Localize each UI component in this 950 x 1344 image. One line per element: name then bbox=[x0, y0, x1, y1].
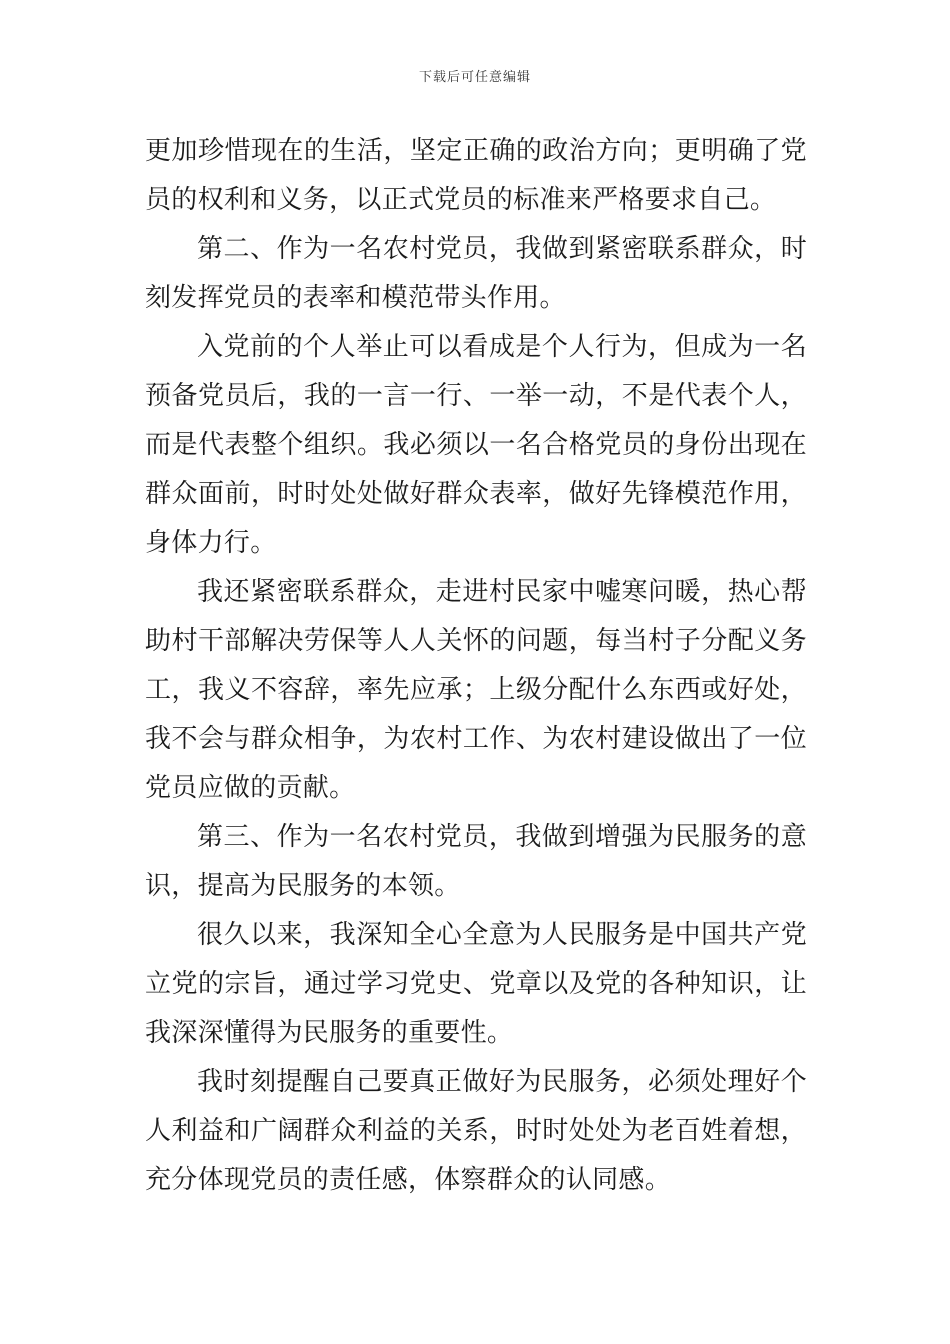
paragraph: 我时刻提醒自己要真正做好为民服务，必须处理好个人利益和广阔群众利益的关系，时时处处为老百姓着想，充分体现党员的责任感，体察群众的认同感。 bbox=[145, 1067, 807, 1195]
document-body bbox=[145, 127, 807, 1205]
paragraph: 很久以来，我深知全心全意为人民服务是中国共产党立党的宗旨，通过学习党史、党章以及党的各种知识，让我深深懂得为民服务的重要性。 bbox=[145, 920, 807, 1048]
paragraph-section-two-heading: 第二、作为一名农村党员，我做到紧密联系群众，时刻发挥党员的表率和模范带头作用。 bbox=[145, 234, 807, 313]
paragraph: 入党前的个人举止可以看成是个人行为，但成为一名预备党员后，我的一言一行、一举一动，不是代表个人，而是代表整个组织。我必须以一名合格党员的身份出现在群众面前，时时处处做好群众表率，做好先锋模范作用，身体力行。 bbox=[145, 332, 807, 558]
paragraph-continuation: 更加珍惜现在的生活，坚定正确的政治方向；更明确了党员的权利和义务，以正式党员的标准来严格要求自己。 bbox=[145, 136, 807, 215]
header-note: 下载后可任意编辑 bbox=[418, 70, 531, 85]
paragraph: 我还紧密联系群众，走进村民家中嘘寒问暖，热心帮助村干部解决劳保等人人关怀的问题，每当村子分配义务工，我义不容辞，率先应承；上级分配什么东西或好处，我不会与群众相争，为农村工作、为农村建设做出了一位党员应做的贡献。 bbox=[145, 577, 807, 803]
paragraph-section-three-heading: 第三、作为一名农村党员，我做到增强为民服务的意识，提高为民服务的本领。 bbox=[145, 822, 807, 901]
